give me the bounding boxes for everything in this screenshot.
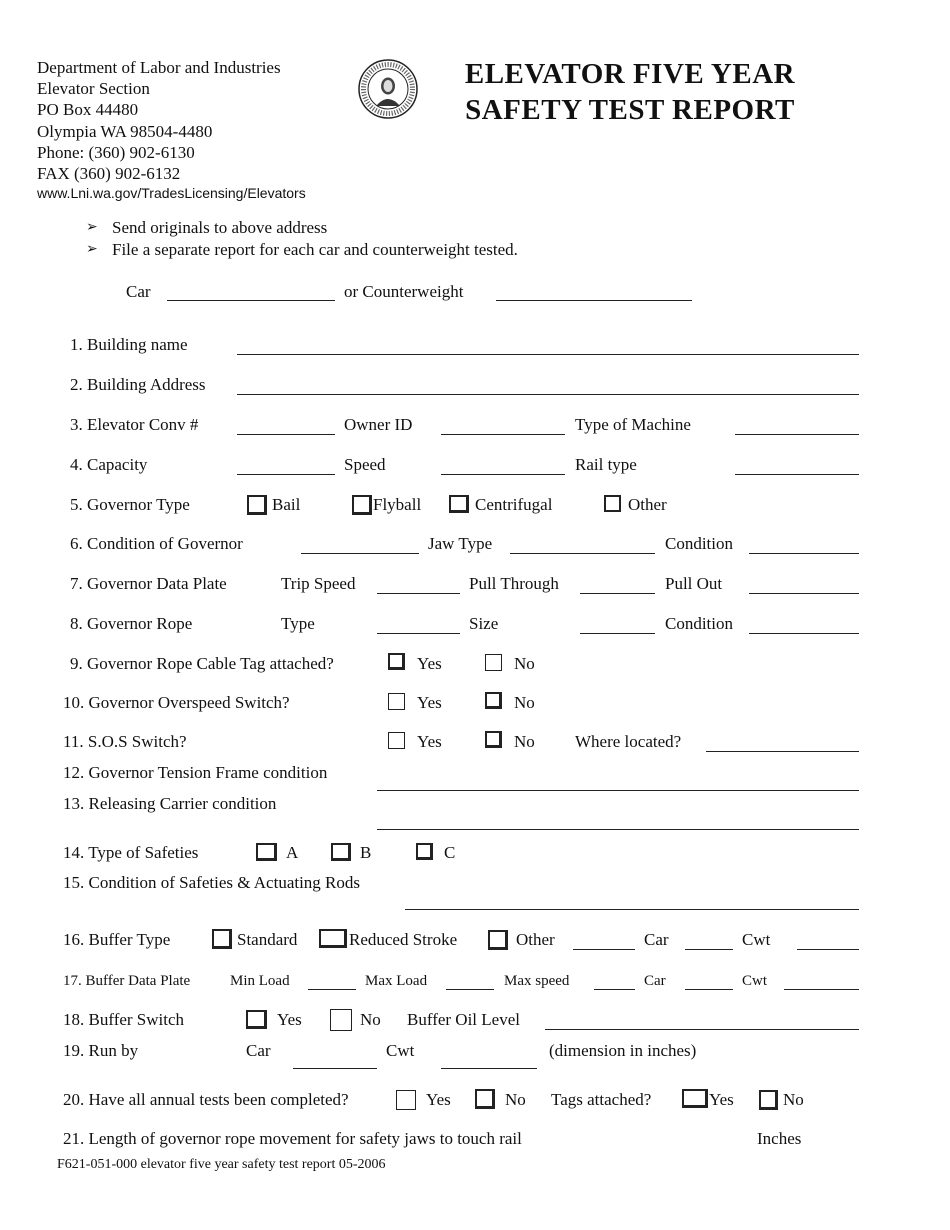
safety-a-label: A xyxy=(286,843,299,862)
tension-frame-label: 12. Governor Tension Frame condition xyxy=(63,763,328,782)
releasing-carrier-label: 13. Releasing Carrier condition xyxy=(63,794,277,813)
no-label: No xyxy=(505,1090,526,1109)
no-label: No xyxy=(783,1090,804,1109)
safety-c-checkbox[interactable] xyxy=(416,843,433,860)
rope-size-field[interactable] xyxy=(580,633,655,634)
centrifugal-label: Centrifugal xyxy=(475,495,553,514)
governor-condition-label: 6. Condition of Governor xyxy=(70,534,243,553)
trip-speed-label: Trip Speed xyxy=(281,574,356,593)
address-line: FAX (360) 902-6132 xyxy=(37,164,181,183)
address-line: Department of Labor and Industries xyxy=(37,58,281,77)
no-label: No xyxy=(514,693,535,712)
jaw-condition-field[interactable] xyxy=(749,553,859,554)
address-line: Phone: (360) 902-6130 xyxy=(37,143,195,162)
rope-tag-label: 9. Governor Rope Cable Tag attached? xyxy=(70,654,334,673)
other-buffer-label: Other xyxy=(516,930,555,949)
where-located-field[interactable] xyxy=(706,751,859,752)
elevator-conv-field[interactable] xyxy=(237,434,335,435)
run-by-cwt-field[interactable] xyxy=(441,1068,537,1069)
buffer-cwt-label: Cwt xyxy=(742,930,771,949)
page-title-line2: SAFETY TEST REPORT xyxy=(465,94,795,126)
yes-label: Yes xyxy=(417,732,442,751)
bail-label: Bail xyxy=(272,495,301,514)
no-label: No xyxy=(514,732,535,751)
rope-size-label: Size xyxy=(469,614,499,633)
yes-label: Yes xyxy=(417,654,442,673)
governor-condition-field[interactable] xyxy=(301,553,419,554)
buffer-switch-label: 18. Buffer Switch xyxy=(63,1010,185,1029)
bullet-arrow-icon: ➢ xyxy=(86,241,98,257)
overspeed-switch-label: 10. Governor Overspeed Switch? xyxy=(63,693,290,712)
reduced-stroke-label: Reduced Stroke xyxy=(349,930,458,949)
trip-speed-field[interactable] xyxy=(377,593,460,594)
governor-data-plate-label: 7. Governor Data Plate xyxy=(70,574,227,593)
flyball-checkbox[interactable] xyxy=(352,495,372,515)
tags-attached-label: Tags attached? xyxy=(551,1090,652,1109)
instruction-item: File a separate report for each car and counterweight tested. xyxy=(112,240,518,259)
buffer-oil-level-field[interactable] xyxy=(545,1029,859,1030)
safeties-condition-field[interactable] xyxy=(405,909,859,910)
yes-label: Yes xyxy=(277,1010,302,1029)
where-located-label: Where located? xyxy=(575,732,682,751)
buffer-car-label: Car xyxy=(644,930,669,949)
tension-frame-field[interactable] xyxy=(377,790,859,791)
jaw-condition-label: Condition xyxy=(665,534,734,553)
address-line: PO Box 44480 xyxy=(37,100,139,119)
overspeed-no-checkbox[interactable] xyxy=(485,692,502,709)
max-load-label: Max Load xyxy=(365,973,428,989)
building-address-field[interactable] xyxy=(237,394,859,395)
safeties-type-label: 14. Type of Safeties xyxy=(63,843,199,862)
flyball-label: Flyball xyxy=(373,495,422,514)
buffer-car-field[interactable] xyxy=(685,949,733,950)
sos-yes-checkbox[interactable] xyxy=(388,732,405,749)
no-label: No xyxy=(360,1010,381,1029)
buffer-switch-yes-checkbox[interactable] xyxy=(246,1010,267,1029)
no-label: No xyxy=(514,654,535,673)
min-load-field[interactable] xyxy=(308,989,356,990)
owner-id-label: Owner ID xyxy=(344,415,413,434)
buffer-cwt-field[interactable] xyxy=(797,949,859,950)
yes-label: Yes xyxy=(709,1090,734,1109)
car-label: Car xyxy=(126,282,151,301)
counterweight-field[interactable] xyxy=(496,300,692,301)
safety-c-label: C xyxy=(444,843,456,862)
max-load-field[interactable] xyxy=(446,989,494,990)
other-governor-label: Other xyxy=(628,495,667,514)
rope-type-field[interactable] xyxy=(377,633,460,634)
run-by-car-field[interactable] xyxy=(293,1068,377,1069)
capacity-field[interactable] xyxy=(237,474,335,475)
owner-id-field[interactable] xyxy=(441,434,565,435)
state-seal-icon xyxy=(357,58,419,120)
max-speed-field[interactable] xyxy=(594,989,635,990)
bullet-arrow-icon: ➢ xyxy=(86,219,98,235)
building-address-label: 2. Building Address xyxy=(70,375,206,394)
max-speed-label: Max speed xyxy=(504,973,570,989)
min-load-label: Min Load xyxy=(230,973,290,989)
other-buffer-checkbox[interactable] xyxy=(488,930,508,950)
standard-buffer-checkbox[interactable] xyxy=(212,929,232,949)
rail-type-field[interactable] xyxy=(735,474,859,475)
address-line: Elevator Section xyxy=(37,79,150,98)
address-line: Olympia WA 98504-4480 xyxy=(37,122,213,141)
pull-through-label: Pull Through xyxy=(469,574,559,593)
website-link[interactable]: www.Lni.wa.gov/TradesLicensing/Elevators xyxy=(37,185,306,201)
releasing-carrier-field[interactable] xyxy=(377,829,859,830)
data-plate-cwt-field[interactable] xyxy=(784,989,859,990)
form-footer: F621-051-000 elevator five year safety test report 05-2006 xyxy=(57,1157,386,1172)
yes-label: Yes xyxy=(426,1090,451,1109)
centrifugal-checkbox[interactable] xyxy=(449,495,469,513)
jaw-type-field[interactable] xyxy=(510,553,655,554)
buffer-oil-level-label: Buffer Oil Level xyxy=(407,1010,520,1029)
safeties-condition-label: 15. Condition of Safeties & Actuating Rods xyxy=(63,873,361,892)
other-governor-checkbox[interactable] xyxy=(604,495,621,512)
reduced-stroke-checkbox[interactable] xyxy=(319,929,347,948)
elevator-conv-label: 3. Elevator Conv # xyxy=(70,415,199,434)
instruction-item: Send originals to above address xyxy=(112,218,328,237)
safety-b-checkbox[interactable] xyxy=(331,843,351,861)
standard-buffer-label: Standard xyxy=(237,930,298,949)
rope-condition-field[interactable] xyxy=(749,633,859,634)
safety-a-checkbox[interactable] xyxy=(256,843,277,861)
bail-checkbox[interactable] xyxy=(247,495,267,515)
sos-no-checkbox[interactable] xyxy=(485,731,502,748)
run-by-car-label: Car xyxy=(246,1041,271,1060)
annual-tests-yes-checkbox[interactable] xyxy=(396,1090,416,1110)
governor-type-label: 5. Governor Type xyxy=(70,495,190,514)
rope-movement-label: 21. Length of governor rope movement for safety jaws to touch rail xyxy=(63,1129,522,1148)
building-name-label: 1. Building name xyxy=(70,335,188,354)
counterweight-label: or Counterweight xyxy=(344,282,464,301)
data-plate-car-label: Car xyxy=(644,973,666,989)
data-plate-cwt-label: Cwt xyxy=(742,973,768,989)
annual-tests-label: 20. Have all annual tests been completed? xyxy=(63,1090,349,1109)
other-buffer-field[interactable] xyxy=(573,949,635,950)
annual-tests-no-checkbox[interactable] xyxy=(475,1089,495,1109)
rope-condition-label: Condition xyxy=(665,614,734,633)
rope-tag-yes-checkbox[interactable] xyxy=(388,653,405,670)
buffer-switch-no-checkbox[interactable] xyxy=(330,1009,352,1031)
speed-field[interactable] xyxy=(441,474,565,475)
yes-label: Yes xyxy=(417,693,442,712)
dimension-note: (dimension in inches) xyxy=(549,1041,697,1060)
governor-rope-label: 8. Governor Rope xyxy=(70,614,193,633)
safety-b-label: B xyxy=(360,843,372,862)
capacity-label: 4. Capacity xyxy=(70,455,148,474)
building-name-field[interactable] xyxy=(237,354,859,355)
rope-tag-no-checkbox[interactable] xyxy=(485,654,502,671)
rail-type-label: Rail type xyxy=(575,455,637,474)
pull-out-field[interactable] xyxy=(749,593,859,594)
run-by-cwt-label: Cwt xyxy=(386,1041,415,1060)
run-by-label: 19. Run by xyxy=(63,1041,139,1060)
overspeed-yes-checkbox[interactable] xyxy=(388,693,405,710)
rope-type-label: Type xyxy=(281,614,315,633)
tags-yes-checkbox[interactable] xyxy=(682,1089,708,1108)
buffer-type-label: 16. Buffer Type xyxy=(63,930,171,949)
pull-out-label: Pull Out xyxy=(665,574,723,593)
machine-type-label: Type of Machine xyxy=(575,415,691,434)
sos-switch-label: 11. S.O.S Switch? xyxy=(63,732,187,751)
jaw-type-label: Jaw Type xyxy=(428,534,493,553)
data-plate-car-field[interactable] xyxy=(685,989,733,990)
inches-label: Inches xyxy=(757,1129,802,1148)
speed-label: Speed xyxy=(344,455,386,474)
machine-type-field[interactable] xyxy=(735,434,859,435)
buffer-data-plate-label: 17. Buffer Data Plate xyxy=(63,973,191,989)
car-field[interactable] xyxy=(167,300,335,301)
pull-through-field[interactable] xyxy=(580,593,655,594)
tags-no-checkbox[interactable] xyxy=(759,1090,778,1110)
page-title-line1: ELEVATOR FIVE YEAR xyxy=(464,58,796,90)
